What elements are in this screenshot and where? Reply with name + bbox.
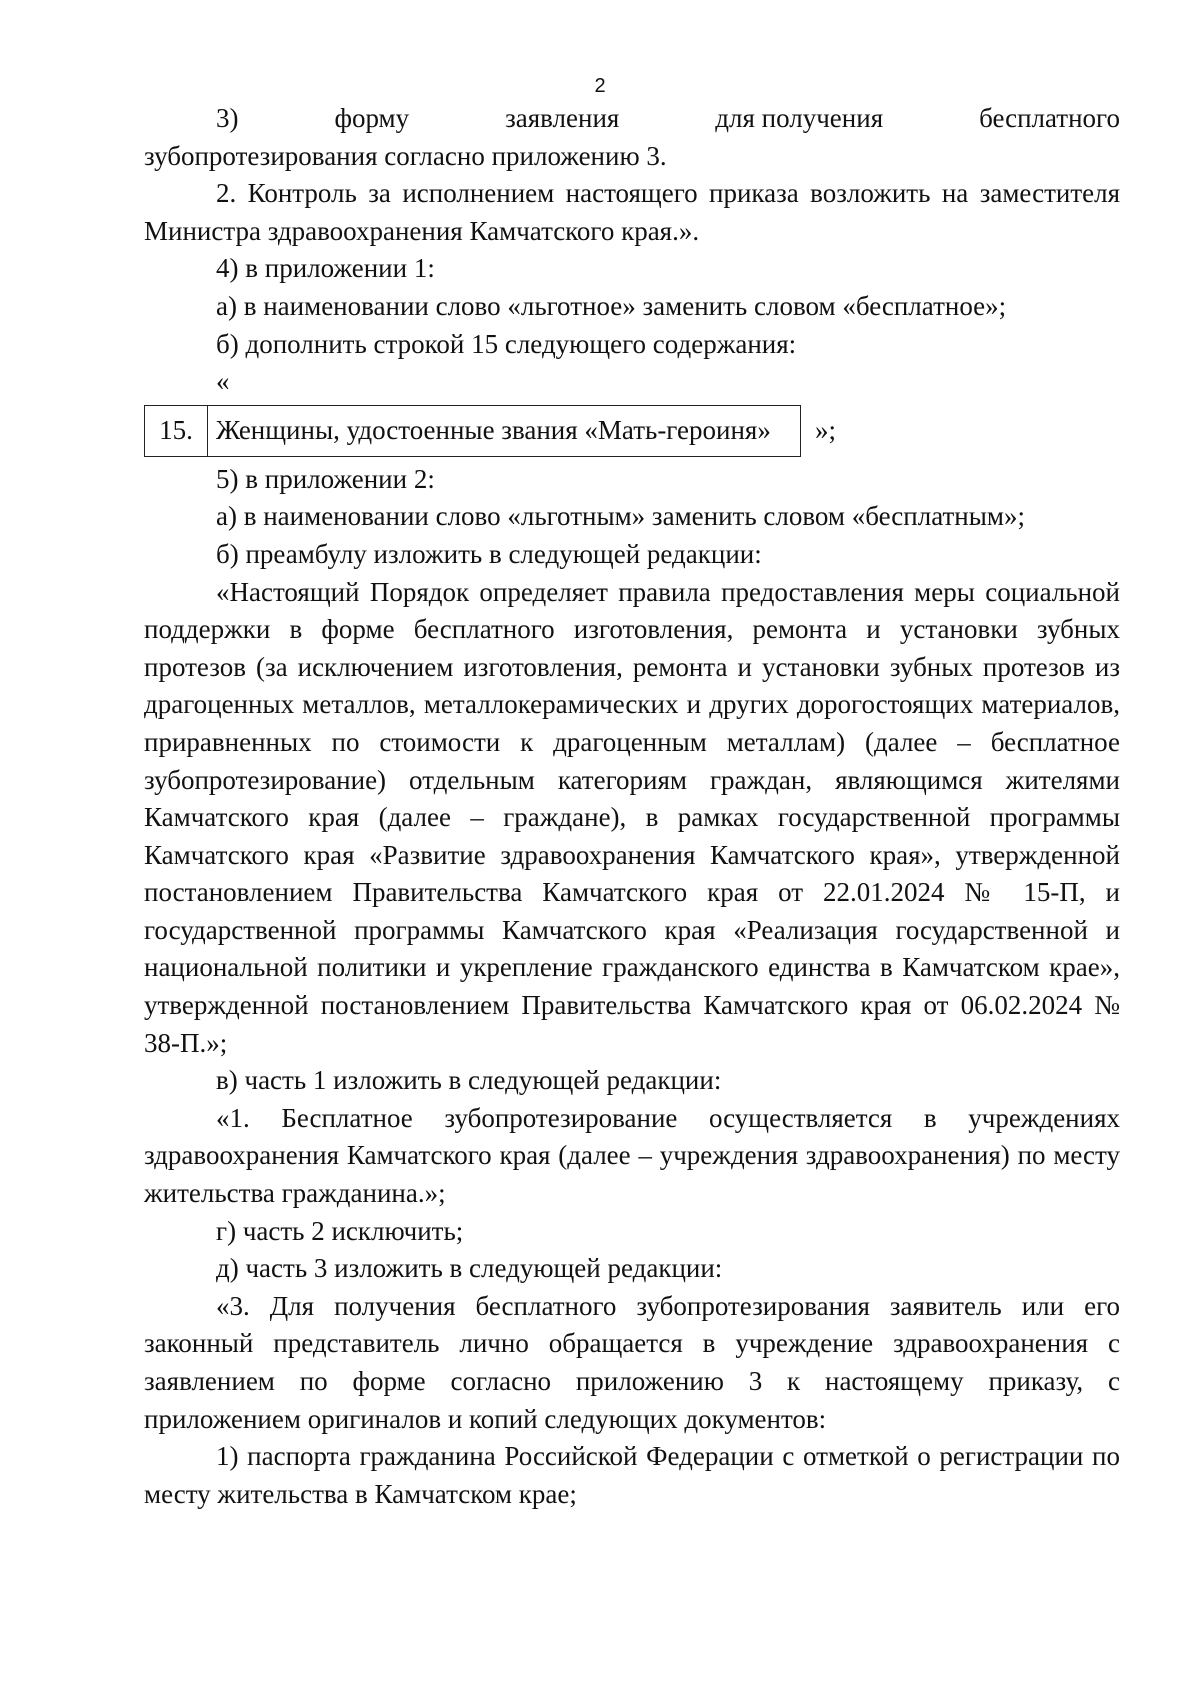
word: для получения <box>715 103 884 133</box>
paragraph-item-3-line1 <box>144 100 1120 138</box>
document-body <box>144 100 1120 1513</box>
word: заявления <box>505 103 620 133</box>
word: 3) <box>216 103 239 133</box>
paragraph-appendix-2: 5) в приложении 2: <box>216 463 435 494</box>
table-row <box>145 405 801 456</box>
word: бесплатного <box>979 103 1120 133</box>
paragraph-appendix-2-d: г) часть 2 исключить; <box>216 1215 464 1246</box>
paragraph-appendix-1: 4) в приложении 1: <box>216 253 435 284</box>
paragraph-item-3-line2: зубопротезирования согласно приложению 3. <box>144 140 667 171</box>
table-cell-text: Женщины, удостоенные звания «Мать-героиня» <box>208 405 801 456</box>
inserted-table <box>144 405 801 457</box>
paragraph-document-1: 1) паспорта гражданина Российской Федерации с отметкой о регистрации по месту жительства в Камчатском крае; <box>144 1441 1120 1509</box>
paragraph-appendix-1-b: б) дополнить строкой 15 следующего содержания: <box>216 328 797 359</box>
page-number: 2 <box>594 75 606 97</box>
inserted-row-block <box>144 401 1120 461</box>
paragraph-appendix-2-b: б) преамбулу изложить в следующей редакции: <box>216 538 762 569</box>
paragraph-part-3: «3. Для получения бесплатного зубопротезирования заявитель или его законный представитель лично обращается в учреждение здравоохранения с заявлением по форме согласно приложению 3 к настоящему приказу, с приложением оригиналов и копий следующих документов: <box>144 1290 1120 1434</box>
paragraph-appendix-1-a: а) в наименовании слово «льготное» заменить словом «бесплатное»; <box>216 290 1007 321</box>
paragraph-preamble: «Настоящий Порядок определяет правила предоставления меры социальной поддержки в форме бесплатного изготовления, ремонта и установки зубных протезов (за исключением изготовления, ремонта и установки зубных протезов из драгоценных металлов, металлокерамических и других дорогостоящих материалов, приравненных по стоимости к драгоценным металлам) (далее – бесплатное зубопротезирование) отдельным категориям граждан, являющимся жителями Камчатского края (далее – граждане), в рамках государственной программы Камчатского края «Развитие здравоохранения Камчатского края», утвержденной постановлением Правительства Камчатского края от 22.01.2024 № 15-П, и государственной программы Камчатского края «Реализация государственной и национальной политики и укрепление гражданского единства в Камчатском крае», утвержденной постановлением Правительства Камчатского края от 06.02.2024 № 38-П.»; <box>144 576 1120 1058</box>
opening-quote: « <box>216 366 230 397</box>
closing-quote: »; <box>815 414 837 445</box>
word: форму <box>334 103 410 133</box>
paragraph-appendix-2-e: д) часть 3 изложить в следующей редакции: <box>216 1253 723 1284</box>
paragraph-appendix-2-a: а) в наименовании слово «льготным» заменить словом «бесплатным»; <box>216 501 1025 532</box>
table-cell-number: 15. <box>145 405 208 456</box>
paragraph-part-1: «1. Бесплатное зубопротезирование осуществляется в учреждениях здравоохранения Камчатского края (далее – учреждения здравоохранения) по месту жительства гражданина.»; <box>144 1102 1120 1209</box>
paragraph-appendix-2-c: в) часть 1 изложить в следующей редакции: <box>216 1065 722 1096</box>
paragraph-control: 2. Контроль за исполнением настоящего приказа возложить на заместителя Министра здравоохранения Камчатского края.». <box>144 178 1120 246</box>
